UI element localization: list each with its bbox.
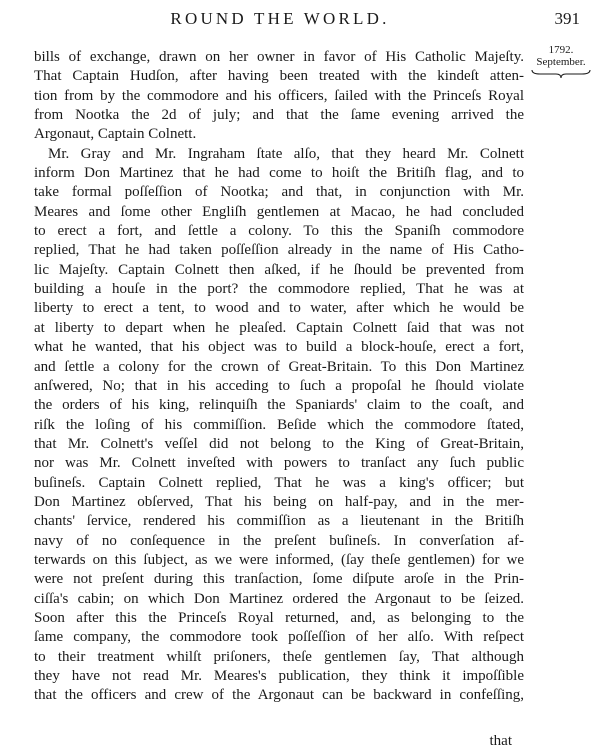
text-line: from Nootka the 2d of july; and that the ſame evening arrived the — [34, 107, 524, 124]
text-line: chants' ſervice, rendered his commiſſion as a lieutenant in the Britiſh — [34, 513, 524, 530]
margin-date-note — [530, 44, 592, 79]
text-line: to their treatment whilſt priſoners, theſe gentlemen ſay, That although — [34, 648, 524, 665]
text-line: lic Majeſty. Captain Colnett then aſked, if he ſhould be prevented from — [34, 261, 524, 278]
text-line: Soon after this the Princeſs Royal returned, and, as belonging to the — [34, 609, 524, 626]
text-line: replied, That he had taken poſſeſſion already in the name of His Catho- — [34, 242, 524, 259]
text-line: to erect a fort, and ſettle a colony. To this the Spaniſh commodore — [34, 223, 524, 240]
text-line: riſk the loſing of his commiſſion. Beſide which the commodore ſtated, — [34, 416, 524, 433]
body-text — [34, 48, 524, 706]
text-line: tion from by the commodore and his officers, ſailed with the Princeſs Royal — [34, 87, 524, 104]
margin-note-month: September. — [536, 56, 586, 68]
catchword: that — [489, 733, 512, 749]
text-line: they have not read Mr. Meares's publication, they think it impoſſible — [34, 668, 524, 684]
text-line: that Mr. Colnett's veſſel did not belong to the King of Great-Britain, — [34, 435, 524, 452]
brace-icon — [530, 69, 592, 79]
text-line: That Captain Hudſon, after having been treated with the kindeſt atten- — [34, 68, 524, 85]
text-line: bills of exchange, drawn on her owner in favor of His Catholic Majeſty. — [34, 49, 524, 65]
text-line: buſineſs. Captain Colnett replied, That he was a king's officer; but — [34, 474, 524, 491]
text-line: Meares and ſome other Engliſh gentlemen at Macao, he had concluded — [34, 203, 524, 220]
text-line: terwards on this ſubject, as we were informed, (ſay theſe gentlemen) for we — [34, 551, 524, 568]
text-line: navy of no conſequence in the preſent buſineſs. In converſation af- — [34, 532, 524, 549]
text-line: Don Martinez obſerved, That his being on half-pay, and in the mer- — [34, 493, 524, 510]
text-line: inform Don Martinez that he had come to hoiſt the Britiſh flag, and to — [34, 165, 524, 182]
text-line: the orders of his king, relinquiſh the Spaniards' claim to the coaſt, and — [34, 397, 524, 414]
text-line: what he wanted, that his object was to build a block-houſe, erect a fort, — [34, 339, 524, 356]
text-line: at liberty to depart when he pleaſed. Captain Colnett ſaid that was not — [34, 319, 524, 336]
text-line: Argonaut, Captain Colnett. — [34, 126, 197, 143]
text-line: ſame company, the commodore took poſſeſſion of her alſo. With reſpect — [34, 629, 524, 646]
text-line: building a houſe in the port? the commodore replied, That he was at — [34, 281, 524, 298]
text-line: and ſettle a colony for the crown of Great-Britain. To this Don Martinez — [34, 358, 524, 375]
page-number: 391 — [554, 9, 580, 28]
text-line: take formal poſſeſſion of Nootka; and that, in conjunction with Mr. — [34, 184, 524, 201]
text-line: were not preſent during this tranſaction, ſome diſpute aroſe in the Prin- — [34, 571, 524, 588]
text-line: liberty to erect a tent, to wood and to water, after which he would be — [34, 300, 524, 317]
text-line: anſwered, No; that in his acceding to ſuch a propoſal he ſhould violate — [34, 377, 524, 394]
text-line: nor was Mr. Colnett inveſted with powers to tranſact any ſuch public — [34, 455, 524, 472]
running-title: ROUND THE WORLD. — [170, 9, 390, 28]
margin-note-year: 1792. — [548, 44, 574, 56]
text-line: ciſſa's cabin; on which Don Martinez ordered the Argonaut to be ſeized. — [34, 590, 524, 607]
text-line: Mr. Gray and Mr. Ingraham ſtate alſo, that they heard Mr. Colnett — [48, 145, 524, 162]
text-line: that the officers and crew of the Argonaut can be backward in confeſſing, — [34, 687, 524, 704]
